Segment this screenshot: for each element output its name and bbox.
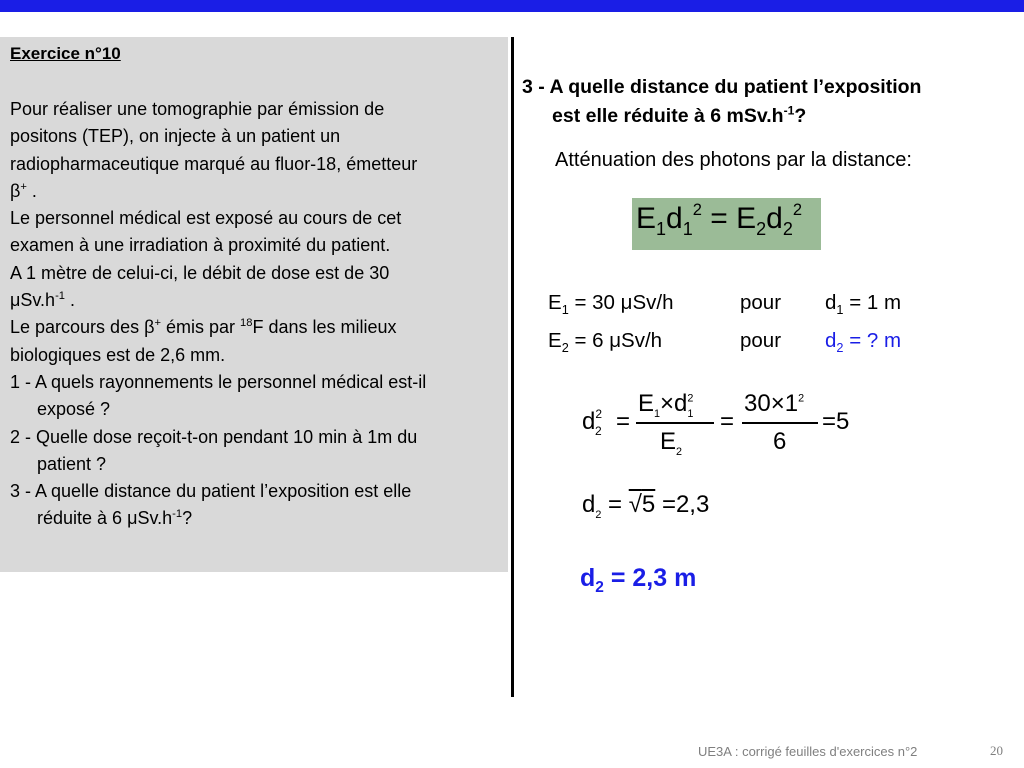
d2-sqrt-result: $d_2 = √5 =2,3$: [582, 491, 710, 521]
text-line: 2 - Quelle dose reçoit-t-on pendant 10 min à 1m du: [10, 426, 418, 447]
exercise-title: Exercice n°10: [10, 44, 121, 63]
attenuation-heading: Atténuation des photons par la distance:: [555, 149, 912, 171]
text-line: Le parcours des β+ émis par $^{18}$F dans les milieux: [10, 317, 397, 338]
fraction-denominator: $E_2$: [660, 428, 683, 458]
text-line: patient ?: [37, 453, 107, 474]
fraction-bar: [742, 422, 818, 424]
text-line: exposé ?: [37, 399, 111, 420]
question-3: 3 - A quelle distance du patient l’exposition est elle réduite à 6 $mSv.h^{-1}$?: [522, 76, 922, 127]
text-line: positons (TEP), on injecte à un patient un: [10, 126, 341, 147]
footer-text: UE3A : corrigé feuilles d'exercices n°2: [698, 744, 918, 759]
equals-sign: =: [720, 408, 735, 435]
pour-label: pour: [740, 291, 782, 314]
pour-label: pour: [740, 329, 782, 352]
inverse-square-formula: $E_1d_1^2 = E_2d_2^2$: [636, 200, 803, 239]
beta-symbol: β: [144, 317, 155, 338]
text-line: 3 - A quelle distance du patient l’exposition est elle: [10, 481, 412, 502]
d2-squared: $d^2_2$: [582, 407, 603, 438]
text-line: 1 - A quels rayonnements le personnel médical est-il: [10, 371, 427, 392]
fraction-numerator: $30\times 1^2$: [744, 390, 805, 417]
e2-value: $E_2 = 6$ μSv/h: [548, 329, 663, 356]
fraction-numerator: $E_1\times d^2_1$: [638, 390, 694, 420]
exercise-text: [10, 96, 505, 533]
mu-symbol: μ: [127, 508, 138, 529]
d1-value: $d_1 = 1$ m: [825, 291, 902, 318]
text-line: réduite à 6 $\mu Sv.h^{-1}$?: [37, 508, 193, 529]
fraction-denominator: 6: [773, 428, 787, 455]
text-line: examen à une irradiation à proximité du patient.: [10, 235, 391, 256]
text-line: Le personnel médical est exposé au cours de cet: [10, 208, 402, 229]
beta-symbol: β: [10, 180, 21, 201]
e1-value: $E_1 = 30$ μSv/h: [548, 291, 674, 318]
text-line: Pour réaliser une tomographie par émission de: [10, 99, 385, 119]
top-accent-bar: [0, 0, 1024, 12]
mu-symbol: μ: [10, 290, 21, 311]
final-answer: $d_2 = 2,3$ m: [580, 564, 697, 596]
text-line: biologiques est de 2,6 mm.: [10, 344, 226, 365]
text-line: β+ .: [10, 180, 37, 201]
result-five: =5: [822, 408, 850, 435]
vertical-divider: [511, 37, 514, 697]
d2-unknown: $d_2$ = ? m: [825, 329, 902, 356]
page-number: 20: [990, 743, 1003, 758]
text-line: A 1 mètre de celui-ci, le débit de dose est de 30: [10, 262, 390, 283]
fraction-bar: [636, 422, 714, 424]
text-line: $\mu Sv.h^{-1}$ .: [10, 290, 75, 311]
equals-sign: =: [616, 408, 631, 435]
text-line: radiopharmaceutique marqué au fluor-18, émetteur: [10, 153, 418, 174]
